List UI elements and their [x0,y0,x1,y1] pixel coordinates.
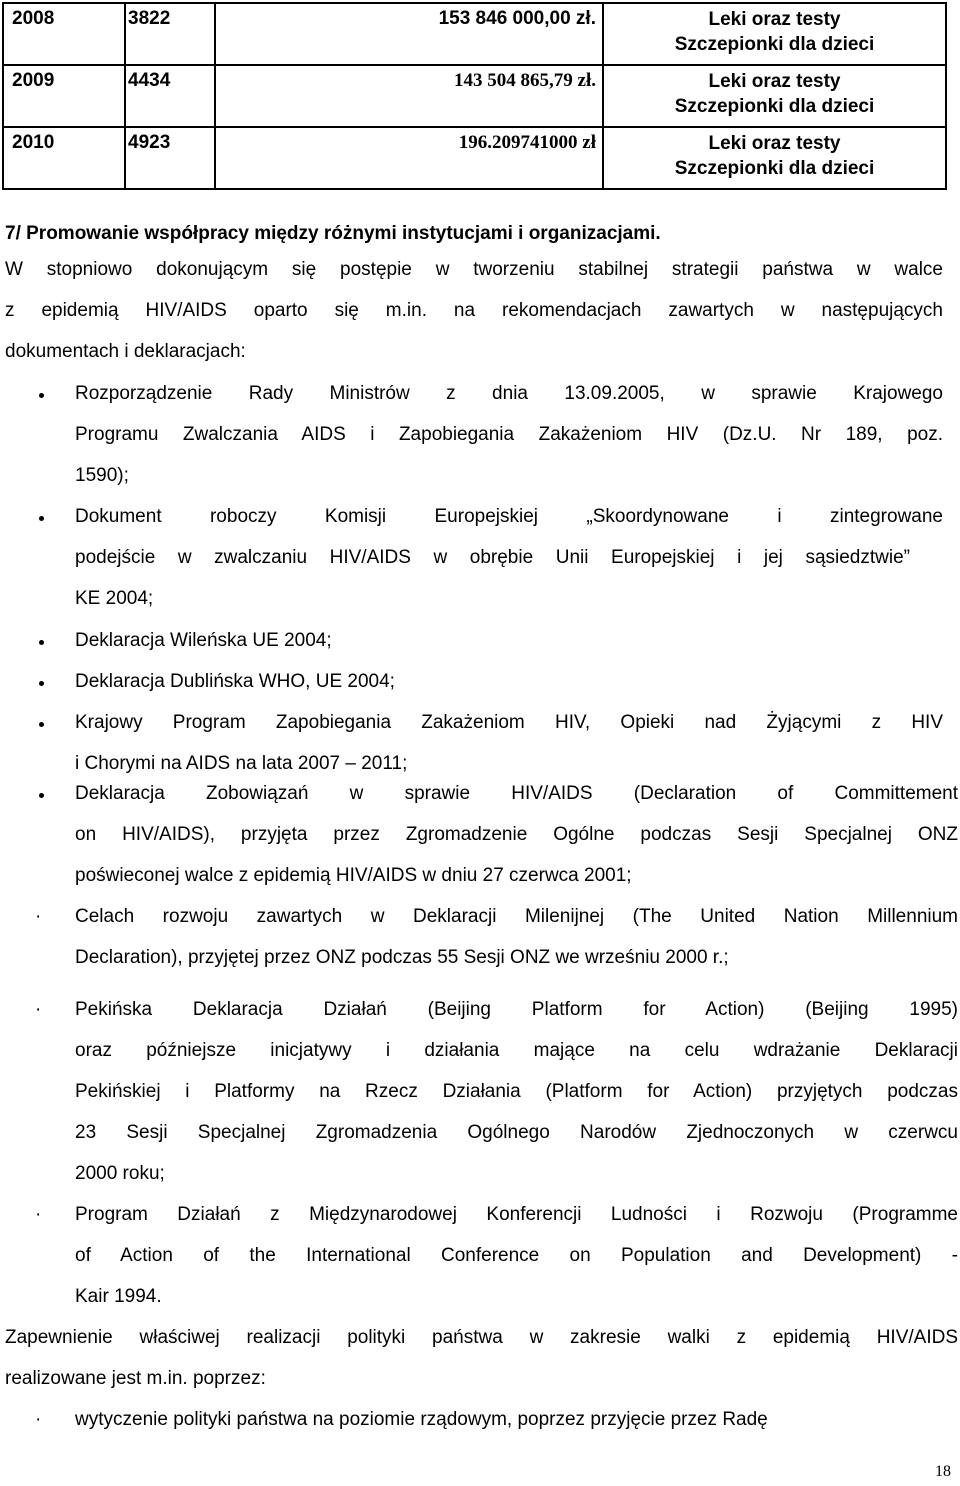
category-line-1: Leki oraz testy [708,71,841,92]
count-cell: 3822 [125,3,215,65]
category-cell [603,65,946,127]
category-cell [603,127,946,189]
list-item-line: Programu Zwalczania AIDS i Zapobiegania Zakażeniom HIV (Dz.U. Nr 189, poz. [75,424,943,445]
list-item-line: Deklaracja Dublińska WHO, UE 2004; [75,671,395,692]
bullet-icon: · [35,906,42,927]
count-cell: 4923 [125,127,215,189]
section-heading: 7/ Promowanie współpracy między różnymi instytucjami i organizacjami. [5,223,661,244]
intro-line: W stopniowo dokonującym się postępie w tworzeniu stabilnej strategii państwa w walce [5,259,943,280]
year-cell: 2010 [3,127,125,189]
list-item-line: 23 Sesji Specjalnej Zgromadzenia Ogólnego Narodów Zjednoczonych w czerwcu [75,1122,958,1143]
table-row [3,3,946,65]
list-item-line: wytyczenie polityki państwa na poziomie rządowym, poprzez przyjęcie przez Radę [75,1409,768,1430]
list-item-line: Rozporządzenie Rady Ministrów z dnia 13.09.2005, w sprawie Krajowego [75,383,943,404]
table-row [3,65,946,127]
category-cell [603,3,946,65]
list-item-line: Declaration), przyjętej przez ONZ podczas 55 Sesji ONZ we wrześniu 2000 r.; [75,947,729,968]
list-item-line: on HIV/AIDS), przyjęta przez Zgromadzenie Ogólne podczas Sesji Specjalnej ONZ [75,824,958,845]
list-item-line: Celach rozwoju zawartych w Deklaracji Milenijnej (The United Nation Millennium [75,906,958,927]
closing-line: Zapewnienie właściwej realizacji polityki państwa w zakresie walki z epidemią HIV/AIDS [5,1327,958,1348]
list-item-line: of Action of the International Conference on Population and Development) - [75,1245,958,1266]
page-number: 18 [935,1463,951,1480]
count-cell: 4434 [125,65,215,127]
list-item-line: KE 2004; [75,588,154,609]
category-line-2: Szczepionki dla dzieci [674,96,875,117]
category-line-1: Leki oraz testy [708,9,841,30]
bullet-icon [39,722,44,727]
bullet-icon [39,640,44,645]
category-line-2: Szczepionki dla dzieci [674,34,875,55]
list-item-line: Deklaracja Wileńska UE 2004; [75,630,332,651]
year-cell: 2008 [3,3,125,65]
category-line-2: Szczepionki dla dzieci [674,158,875,179]
list-item-line: oraz późniejsze inicjatywy i działania mające na celu wdrażanie Deklaracji [75,1040,958,1061]
amount-cell: 153 846 000,00 zł. [215,3,603,65]
funding-table [2,2,947,190]
list-item-line: i Chorymi na AIDS na lata 2007 – 2011; [75,753,408,774]
category-line-1: Leki oraz testy [708,133,841,154]
bullet-icon: · [35,1204,42,1225]
bullet-icon: · [35,1409,42,1430]
amount-cell: 143 504 865,79 zł. [215,65,603,127]
list-item-line: 2000 roku; [75,1163,165,1184]
bullet-icon [39,393,44,398]
bullet-icon [39,681,44,686]
list-item-line: podejście w zwalczaniu HIV/AIDS w obrębie Unii Europejskiej i jej sąsiedztwie” [75,547,910,568]
list-item-line: Krajowy Program Zapobiegania Zakażeniom HIV, Opieki nad Żyjącymi z HIV [75,712,943,733]
list-item-line: Dokument roboczy Komisji Europejskiej „Skoordynowane i zintegrowane [75,506,943,527]
bullet-icon [39,793,44,798]
list-item-line: 1590); [75,465,129,486]
bullet-icon [39,516,44,521]
bullet-icon: · [35,999,42,1020]
intro-line: dokumentach i deklaracjach: [5,341,246,362]
list-item-line: Kair 1994. [75,1286,162,1307]
closing-line: realizowane jest m.in. poprzez: [5,1368,266,1389]
intro-line: z epidemią HIV/AIDS oparto się m.in. na rekomendacjach zawartych w następujących [5,300,943,321]
list-item-line: Pekińska Deklaracja Działań (Beijing Platform for Action) (Beijing 1995) [75,999,958,1020]
list-item-line: Program Działań z Międzynarodowej Konferencji Ludności i Rozwoju (Programme [75,1204,958,1225]
list-item-line: Deklaracja Zobowiązań w sprawie HIV/AIDS (Declaration of Committement [75,783,958,804]
year-cell: 2009 [3,65,125,127]
table-row [3,127,946,189]
list-item-line: Pekińskiej i Platformy na Rzecz Działania (Platform for Action) przyjętych podczas [75,1081,958,1102]
amount-cell: 196.209741000 zł [215,127,603,189]
list-item-line: poświeconej walce z epidemią HIV/AIDS w dniu 27 czerwca 2001; [75,865,632,886]
